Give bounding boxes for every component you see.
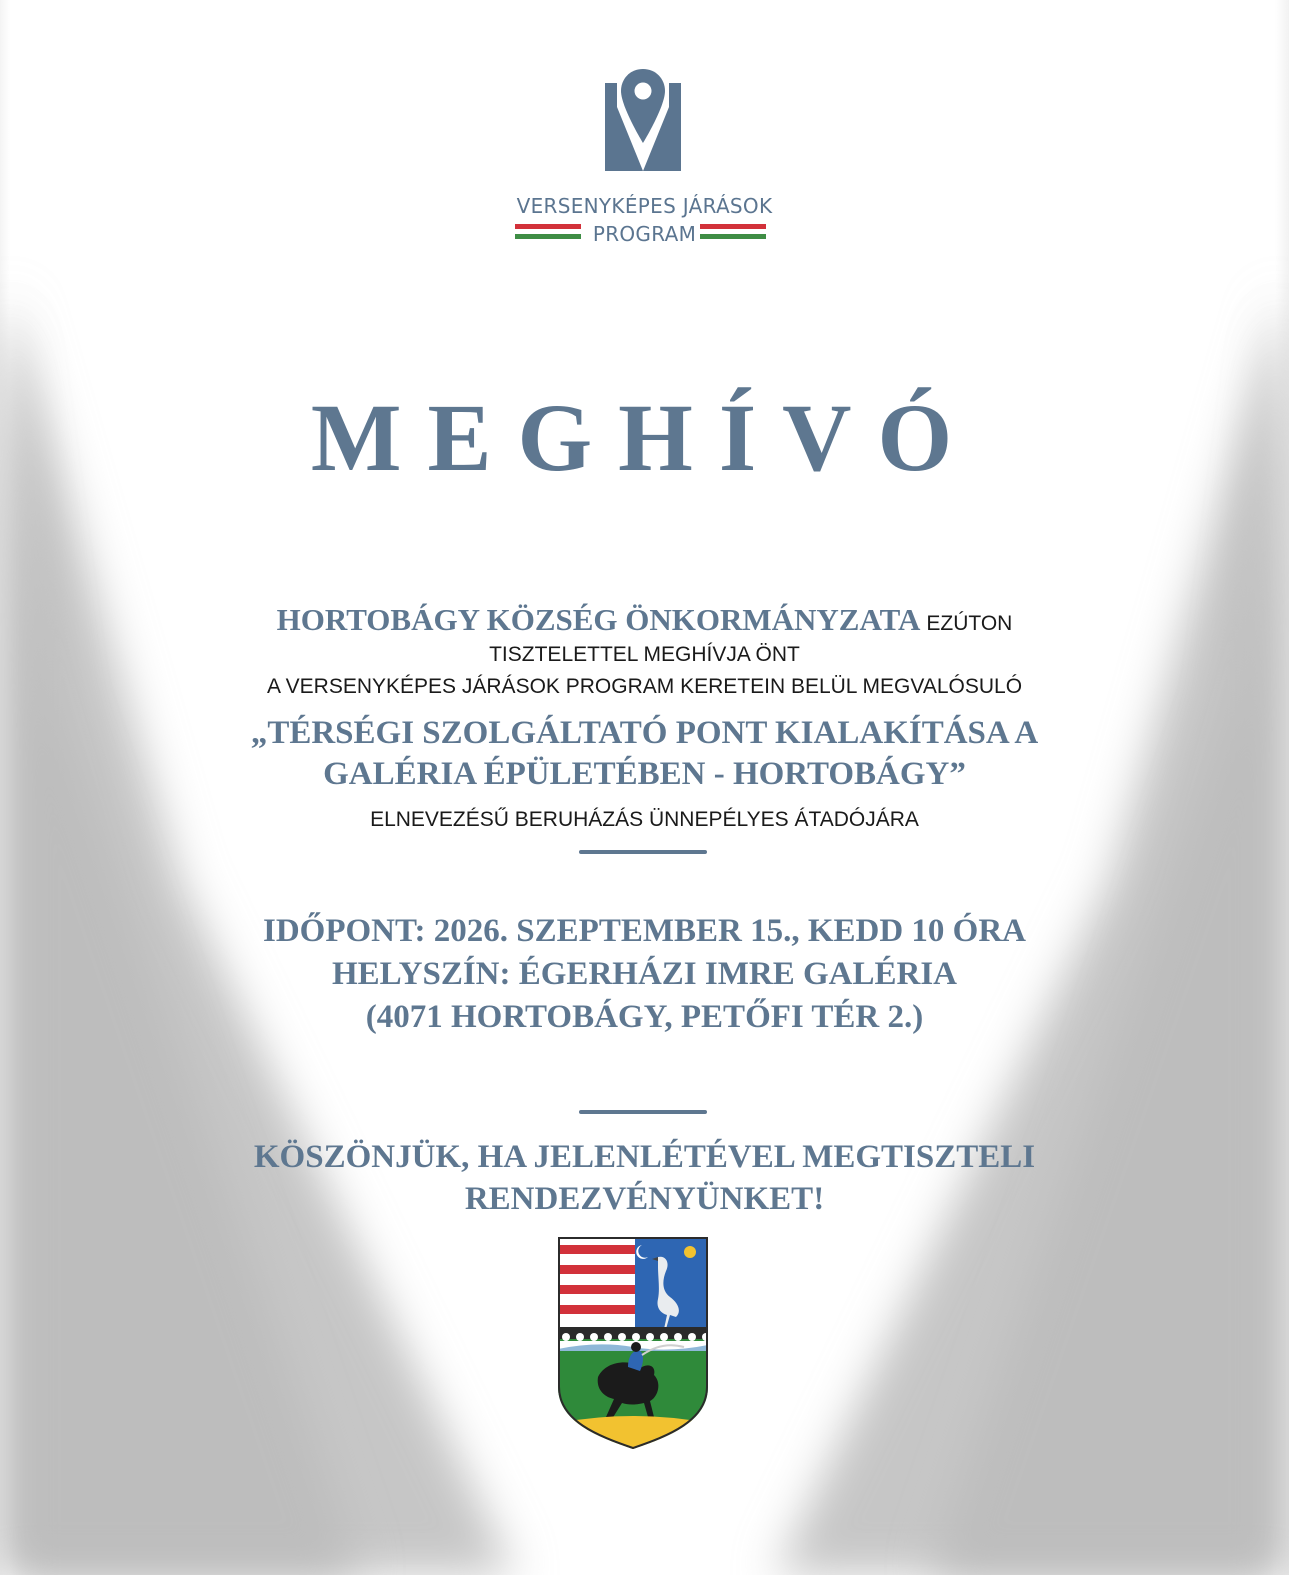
thanks-line1: KÖSZÖNJÜK, HA JELENLÉTÉVEL MEGTISZTELI [253,1139,1036,1175]
project-title-line1: „TÉRSÉGI SZOLGÁLTATÓ PONT KIALAKÍTÁSA A [250,715,1039,751]
intro-continuation: EZÚTON [926,612,1013,635]
intro-line2: TISZTELETTEL MEGHÍVJA ÖNT [489,643,800,666]
page-title: MEGHÍVÓ [310,384,979,491]
organizer-name: HORTOBÁGY KÖZSÉG ÖNKORMÁNYZATA [276,602,919,637]
thanks-line2: RENDEZVÉNYÜNKET! [464,1181,825,1217]
intro-line3: A VERSENYKÉPES JÁRÁSOK PROGRAM KERETEIN BELÜL MEGVALÓSULÓ [266,675,1023,698]
divider-2 [579,1110,707,1114]
event-place: HELYSZÍN: ÉGERHÁZI IMRE GALÉRIA [331,956,957,992]
location-pin-v-icon [605,67,681,171]
project-title-line2: GALÉRIA ÉPÜLETÉBEN - HORTOBÁGY” [323,756,966,792]
logo-text-line2: PROGRAM [592,222,697,246]
flag-stripe-right [700,224,766,239]
hortobagy-coat-of-arms-icon [558,1237,708,1451]
divider-1 [579,850,707,854]
intro-line1 [0,602,1289,638]
intro-line6: ELNEVEZÉSŰ BERUHÁZÁS ÜNNEPÉLYES ÁTADÓJÁRA [370,808,919,831]
event-time: IDŐPONT: 2026. SZEPTEMBER 15., KEDD 10 ÓRA [262,913,1027,949]
logo-text-line1: VERSENYKÉPES JÁRÁSOK [516,194,773,218]
event-address: (4071 HORTOBÁGY, PETŐFI TÉR 2.) [365,999,924,1035]
